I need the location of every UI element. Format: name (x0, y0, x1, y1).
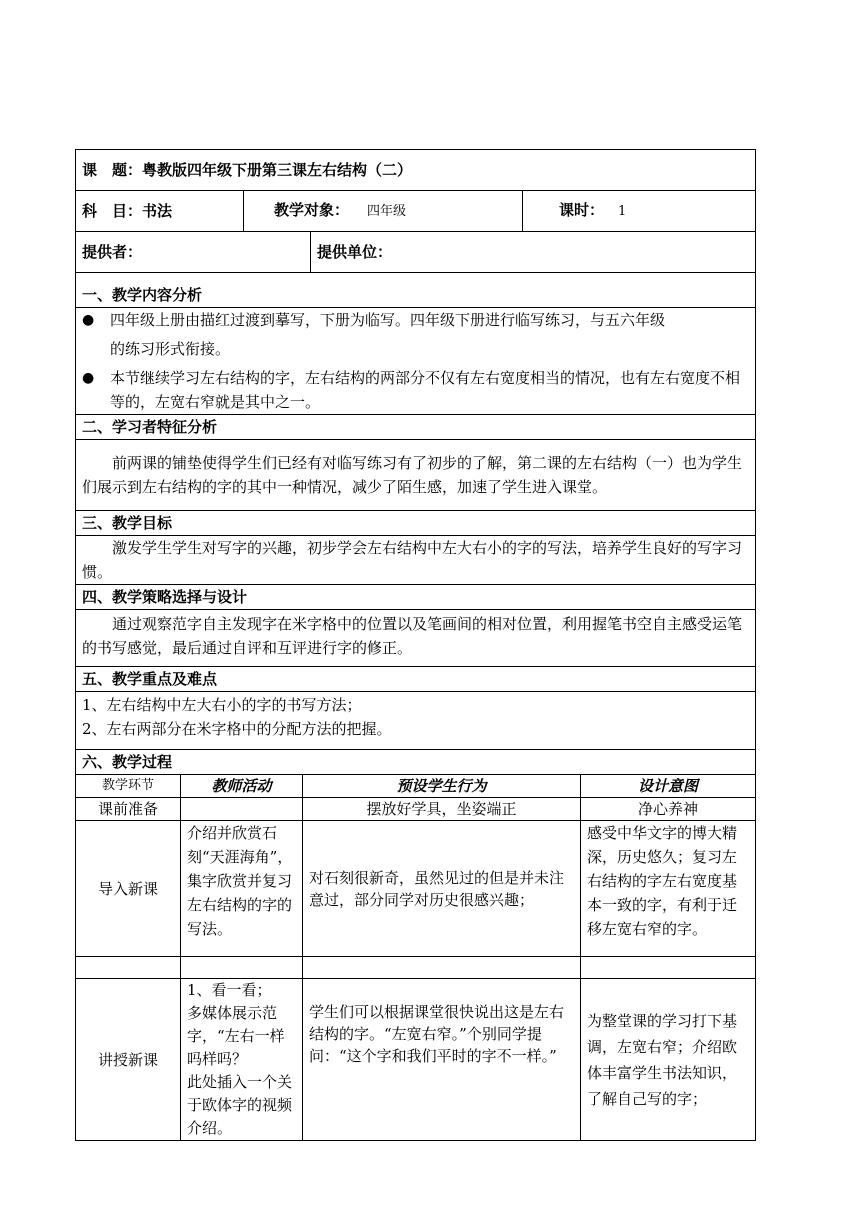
key-point-item: 1、左右结构中左大右小的字的书写方法； (82, 696, 362, 714)
hours-cell (523, 191, 756, 232)
bullet-item (82, 366, 749, 414)
intent-cell (581, 957, 756, 979)
intent-cell: 感受中华文字的博大精深，历史悠久；复习左右结构的字左右宽度基本一致的字，有利于迁移左宽右窄的字。 (581, 821, 756, 957)
hours-label: 课时： (559, 201, 605, 219)
unit-cell (311, 232, 756, 273)
stage-cell (76, 957, 181, 979)
teacher-cell (181, 798, 303, 821)
unit-label: 提供单位： (317, 243, 393, 261)
process-header-row (76, 775, 756, 798)
bullet-text: 四年级上册由描红过渡到摹写，下册为临写。四年级下册进行临写练习，与五六年级 (110, 311, 666, 329)
subject-cell (76, 191, 244, 232)
lesson-plan (75, 149, 755, 1141)
section-3-title: 三、教学目标 (76, 511, 756, 536)
section-2-body: 前两课的铺垫使得学生们已经有对临写练习有了初步的了解，第二课的左右结构（一）也为学生们展示到左右结构的字的其中一种情况，减少了陌生感，加速了学生进入课堂。 (76, 440, 756, 511)
title-label: 课 题： (82, 161, 143, 179)
key-point-item: 2、左右两部分在米字格中的分配方法的把握。 (82, 720, 392, 738)
provider-label: 提供者： (82, 243, 143, 261)
section-5-title: 五、教学重点及难点 (76, 667, 756, 692)
col-header-stage: 教学环节 (76, 775, 181, 798)
audience-label: 教学对象： (274, 201, 350, 219)
section-3-body: 激发学生学生对写字的兴趣，初步学会左右结构中左大右小的字的写法，培养学生良好的写字习惯。 (76, 536, 756, 585)
teacher-cell: 介绍并欣赏石刻“天涯海角”，集字欣赏并复习左右结构的字的写法。 (181, 821, 303, 957)
section-2-title: 二、学习者特征分析 (76, 415, 756, 440)
process-table (75, 774, 756, 1141)
teacher-line: 此处插入一个关于欧体字的视频介绍。 (187, 1073, 293, 1137)
table-row (76, 798, 756, 821)
bullet-dot-icon: ● (82, 370, 95, 386)
stage-cell: 导入新课 (76, 821, 181, 957)
table-row (76, 957, 756, 979)
stage-cell: 讲授新课 (76, 979, 181, 1141)
header-table (75, 149, 756, 775)
audience-value: 四年级 (367, 204, 407, 219)
title-value: 粤教版四年级下册第三课左右结构（二） (142, 161, 413, 179)
student-cell: 对石刻很新奇，虽然见过的但是并未注意过，部分同学对历史很感兴趣； (303, 821, 581, 957)
table-row (76, 821, 756, 957)
intent-cell: 为整堂课的学习打下基调，左宽右窄；介绍欧体丰富学生书法知识，了解自己写的字； (581, 979, 756, 1141)
audience-cell (244, 191, 523, 232)
col-header-student: 预设学生行为 (303, 775, 581, 798)
section-6-title: 六、教学过程 (76, 750, 756, 775)
teacher-line: 多媒体展示范字，“左右一样吗样吗？ (187, 1004, 285, 1068)
section-4-title: 四、教学策略选择与设计 (76, 585, 756, 610)
teacher-cell (181, 957, 303, 979)
section-4-body: 通过观察范字自主发现字在米字格中的位置以及笔画间的相对位置，利用握笔书空自主感受运笔的书写感觉，最后通过自评和互评进行字的修正。 (76, 610, 756, 667)
student-cell (303, 957, 581, 979)
table-row (76, 979, 756, 1141)
section-1-title: 一、教学内容分析 (76, 273, 756, 308)
bullet-item (82, 308, 749, 332)
bullet-continuation: 的练习形式衔接。 (110, 340, 231, 358)
lesson-title (76, 150, 756, 191)
student-cell: 学生们可以根据课堂很快说出这是左右结构的字。“左宽右窄。”个别同学提问：“这个字和我们平时的字不一样。” (303, 979, 581, 1141)
section-1-body (76, 308, 756, 415)
teacher-line: 1、看一看； (187, 981, 272, 999)
hours-value: 1 (618, 204, 627, 219)
section-5-body (76, 692, 756, 750)
bullet-dot-icon: ● (82, 312, 95, 328)
teacher-cell (181, 979, 303, 1141)
bullet-text: 本节继续学习左右结构的字，左右结构的两部分不仅有左右宽度相当的情况，也有左右宽度不相等的，左宽右窄就是其中之一。 (110, 369, 741, 411)
col-header-teacher: 教师活动 (181, 775, 303, 798)
col-header-intent: 设计意图 (581, 775, 756, 798)
intent-cell: 净心养神 (581, 798, 756, 821)
stage-cell: 课前准备 (76, 798, 181, 821)
subject-value: 书法 (142, 202, 173, 220)
provider-cell (76, 232, 311, 273)
student-cell: 摆放好学具，坐姿端正 (303, 798, 581, 821)
subject-label: 科 目： (82, 202, 143, 220)
